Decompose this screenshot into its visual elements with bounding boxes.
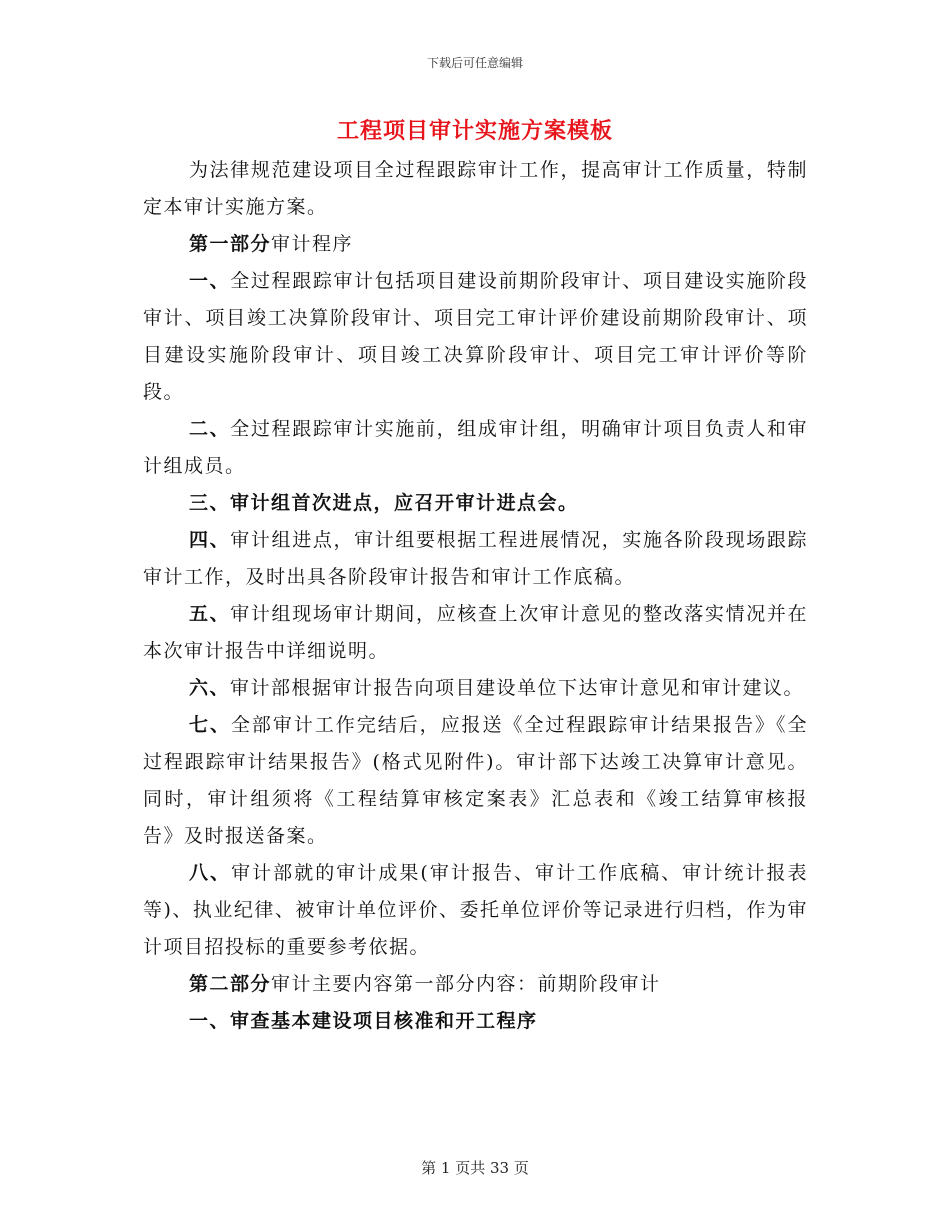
part2-heading (143, 966, 808, 1003)
item-1-label: 一、 (189, 270, 231, 292)
item-7-text: 全部审计工作完结后，应报送《全过程跟踪审计结果报告》《全过程跟踪审计结果报告》(格式见附件)。审计部下达竣工决算审计意见。同时，审计组须将《工程结算审核定案表》汇总表和《竣工结算审核报告》及时报送备案。 (143, 714, 808, 847)
item-8-paragraph (143, 855, 808, 966)
item-5-text: 审计组现场审计期间，应核查上次审计意见的整改落实情况并在本次审计报告中详细说明。 (143, 603, 808, 662)
item-6-paragraph (143, 670, 808, 707)
item-2-paragraph (143, 411, 808, 485)
item-4-label: 四、 (189, 529, 231, 551)
item-8-label: 八、 (189, 862, 232, 884)
item-5-paragraph (143, 596, 808, 670)
item-6-label: 六、 (189, 677, 231, 699)
part1-label: 第一部分 (189, 233, 272, 255)
part1-text: 审计程序 (271, 233, 354, 255)
item-7-paragraph (143, 707, 808, 855)
part2-label: 第二部分 (189, 973, 272, 995)
item-6-text: 审计部根据审计报告向项目建设单位下达审计意见和审计建议。 (230, 677, 805, 699)
item-7-label: 七、 (189, 714, 231, 736)
item-2-text: 全过程跟踪审计实施前，组成审计组，明确审计项目负责人和审计组成员。 (143, 418, 808, 477)
item-4-text: 审计组进点，审计组要根据工程进展情况，实施各阶段现场跟踪审计工作，及时出具各阶段审计报告和审计工作底稿。 (143, 529, 808, 588)
section-1-heading: 一、审查基本建设项目核准和开工程序 (189, 1010, 538, 1032)
item-1-text: 全过程跟踪审计包括项目建设前期阶段审计、项目建设实施阶段审计、项目竣工决算阶段审计、项目完工审计评价建设前期阶段审计、项目建设实施阶段审计、项目竣工决算阶段审计、项目完工审计评价等阶段。 (143, 270, 808, 403)
document-body (143, 152, 808, 1040)
item-1-paragraph (143, 263, 808, 411)
page-footer: 第 1 页共 33 页 (421, 1159, 529, 1177)
part1-heading (143, 226, 808, 263)
intro-paragraph: 为法律规范建设项目全过程跟踪审计工作，提高审计工作质量，特制定本审计实施方案。 (143, 159, 808, 218)
document-title: 工程项目审计实施方案模板 (336, 118, 613, 144)
page-header: 下载后可任意编辑 (426, 56, 523, 70)
item-5-label: 五、 (189, 603, 231, 625)
item-8-text: 审计部就的审计成果(审计报告、审计工作底稿、审计统计报表等)、执业纪律、被审计单位评价、委托单位评价等记录进行归档，作为审计项目招投标的重要参考依据。 (143, 862, 808, 958)
item-2-label: 二、 (189, 418, 231, 440)
item-3-paragraph: 三、审计组首次进点，应召开审计进点会。 (189, 492, 579, 514)
item-4-paragraph (143, 522, 808, 596)
part2-text: 审计主要内容第一部分内容：前期阶段审计 (271, 973, 661, 995)
